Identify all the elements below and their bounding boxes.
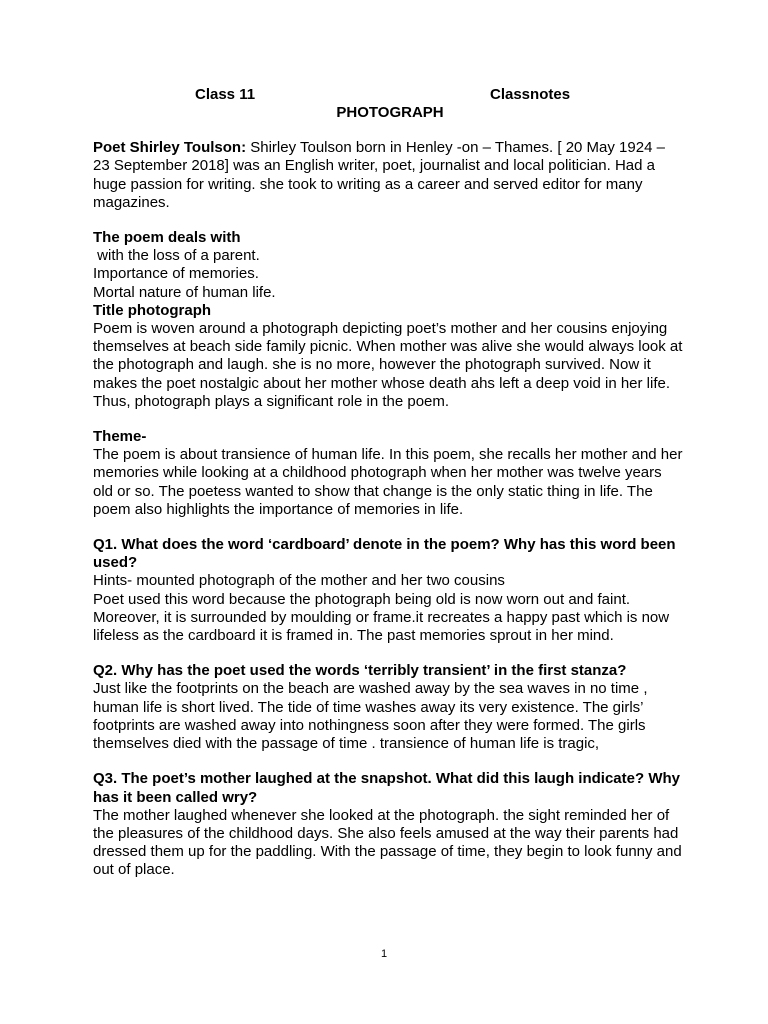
spacer	[93, 411, 683, 428]
classnotes-label: Classnotes	[490, 86, 571, 103]
poet-text: Shirley Toulson born in Henley -on – Thames. [ 20 May 1924 – 23 September 2018] was an English writer, poet, journalist and local politician. Had a huge passion for writing. she took to writing as a career and served editor for many magazines.	[93, 139, 665, 211]
poet-label: Poet Shirley Toulson:	[93, 139, 247, 157]
q2-answer: Just like the footprints on the beach are washed away by the sea waves in no time , human life is short lived. The tide of time washes away its very existence. The girls’ footprints are washed away into nothingness soon after they were formed. The girls themselves died with the passage of time . transience of human life is tragic,	[93, 680, 648, 753]
q1-hint: Hints- mounted photograph of the mother and her two cousins	[93, 572, 505, 590]
deals-item: with the loss of a parent.	[93, 247, 260, 265]
theme-heading: Theme-	[93, 428, 147, 446]
document-page	[93, 86, 683, 880]
spacer	[93, 212, 683, 229]
deals-heading: The poem deals with	[93, 229, 241, 247]
deals-item: Mortal nature of human life.	[93, 283, 276, 301]
q3-answer: The mother laughed whenever she looked at the photograph. the sight reminded her of the pleasures of the childhood days. She also feels amused at the way their parents had dressed them up for the paddling. With the passage of time, they begin to look funny and out of place.	[93, 806, 682, 879]
page-number: 1	[380, 948, 388, 960]
poet-paragraph	[93, 139, 683, 212]
spacer	[93, 753, 683, 770]
q3-question: Q3. The poet’s mother laughed at the snapshot. What did this laugh indicate? Why has it been called wry?	[93, 770, 680, 806]
title-section-text: Poem is woven around a photograph depicting poet’s mother and her cousins enjoying themselves at beach side family picnic. When mother was alive she would always look at the photograph and laugh. she is no more, however the photograph survived. Now it makes the poet nostalgic about her mother whose death ahs left a deep void in her life. Thus, photograph plays a significant role in the poem.	[93, 320, 683, 410]
spacer	[93, 122, 683, 139]
q2-question: Q2. Why has the poet used the words ‘terribly transient’ in the first stanza?	[93, 662, 627, 680]
title-section-heading: Title photograph	[93, 301, 212, 319]
page-header	[93, 86, 683, 104]
spacer	[93, 645, 683, 662]
theme-text: The poem is about transience of human life. In this poem, she recalls her mother and her memories while looking at a childhood photograph when her mother was twelve years old or so. The poetess wanted to show that change is the only static thing in life. The poem also highlights the importance of memories in life.	[93, 446, 683, 518]
q1-answer: Poet used this word because the photograph being old is now worn out and faint. Moreover, it is surrounded by moulding or frame.it recreates a happy past which is now lifeless as the cardboard it is framed in. The past memories sprout in her mind.	[93, 590, 670, 645]
q1-question: Q1. What does the word ‘cardboard’ denote in the poem? Why has this word been used?	[93, 536, 676, 572]
deals-item: Importance of memories.	[93, 265, 259, 283]
class-label: Class 11	[195, 86, 256, 103]
spacer	[93, 519, 683, 536]
document-title: PHOTOGRAPH	[336, 104, 444, 121]
